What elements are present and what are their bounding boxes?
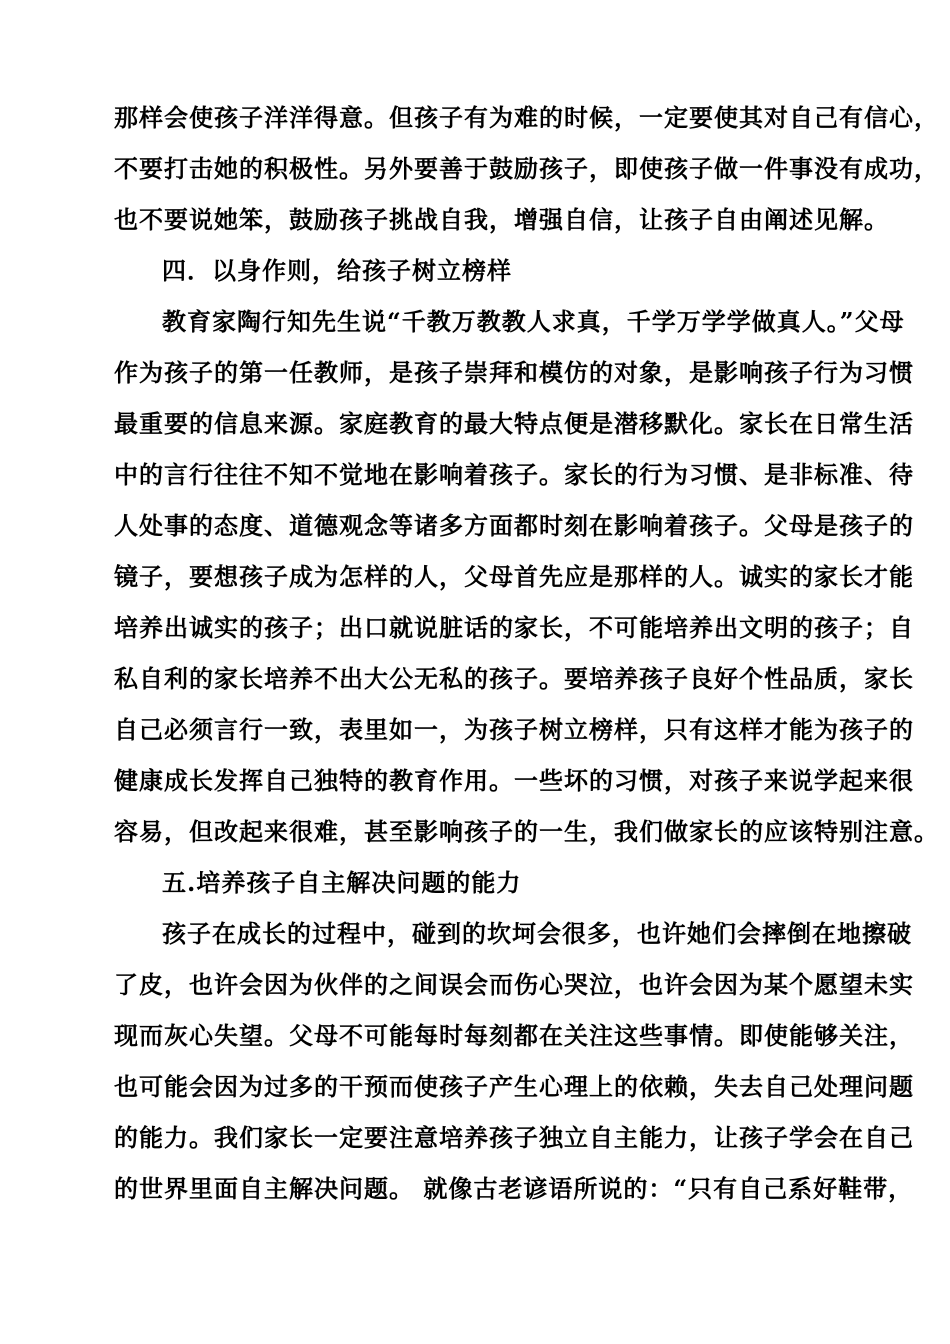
text-line: 作为孩子的第一任教师，是孩子崇拜和模仿的对象，是影响孩子行为习惯 — [114, 358, 914, 387]
text-line: 最重要的信息来源。家庭教育的最大特点便是潜移默化。家长在日常生活 — [114, 409, 914, 438]
text-line: 容易，但改起来很难，甚至影响孩子的一生，我们做家长的应该特别注意。 — [114, 817, 939, 846]
text-line: 也不要说她笨，鼓励孩子挑战自我，增强自信，让孩子自由阐述见解。 — [114, 205, 889, 234]
text-line: 那样会使孩子洋洋得意。但孩子有为难的时候，一定要使其对自己有信心， — [114, 103, 939, 132]
text-line: 健康成长发挥自己独特的教育作用。一些坏的习惯，对孩子来说学起来很 — [114, 766, 914, 795]
text-line: 中的言行往往不知不觉地在影响着孩子。家长的行为习惯、是非标准、待 — [114, 460, 914, 489]
text-line: 自己必须言行一致，表里如一，为孩子树立榜样，只有这样才能为孩子的 — [114, 715, 914, 744]
text-line: 孩子在成长的过程中，碰到的坎坷会很多，也许她们会摔倒在地擦破 — [162, 919, 912, 948]
document-body — [114, 92, 939, 1214]
text-line: 教育家陶行知先生说“千教万教教人求真，千学万学学做真人。”父母 — [162, 307, 905, 336]
text-line: 的世界里面自主解决问题。 就像古老谚语所说的：“只有自己系好鞋带， — [114, 1174, 914, 1203]
text-line: 私自利的家长培养不出大公无私的孩子。要培养孩子良好个性品质，家长 — [114, 664, 914, 693]
text-line: 人处事的态度、道德观念等诸多方面都时刻在影响着孩子。父母是孩子的 — [114, 511, 914, 540]
section-heading-4: 四．以身作则，给孩子树立榜样 — [162, 256, 512, 285]
section-heading-5: 五.培养孩子自主解决问题的能力 — [162, 868, 522, 897]
text-line: 了皮，也许会因为伙伴的之间误会而伤心哭泣，也许会因为某个愿望未实 — [114, 970, 914, 999]
text-line: 现而灰心失望。父母不可能每时每刻都在关注这些事情。即使能够关注， — [114, 1021, 914, 1050]
text-line: 培养出诚实的孩子；出口就说脏话的家长，不可能培养出文明的孩子；自 — [114, 613, 914, 642]
text-line: 也可能会因为过多的干预而使孩子产生心理上的依赖，失去自己处理问题 — [114, 1072, 914, 1101]
text-line: 的能力。我们家长一定要注意培养孩子独立自主能力，让孩子学会在自己 — [114, 1123, 914, 1152]
text-line: 不要打击她的积极性。另外要善于鼓励孩子，即使孩子做一件事没有成功， — [114, 154, 939, 183]
text-line: 镜子，要想孩子成为怎样的人，父母首先应是那样的人。诚实的家长才能 — [114, 562, 914, 591]
